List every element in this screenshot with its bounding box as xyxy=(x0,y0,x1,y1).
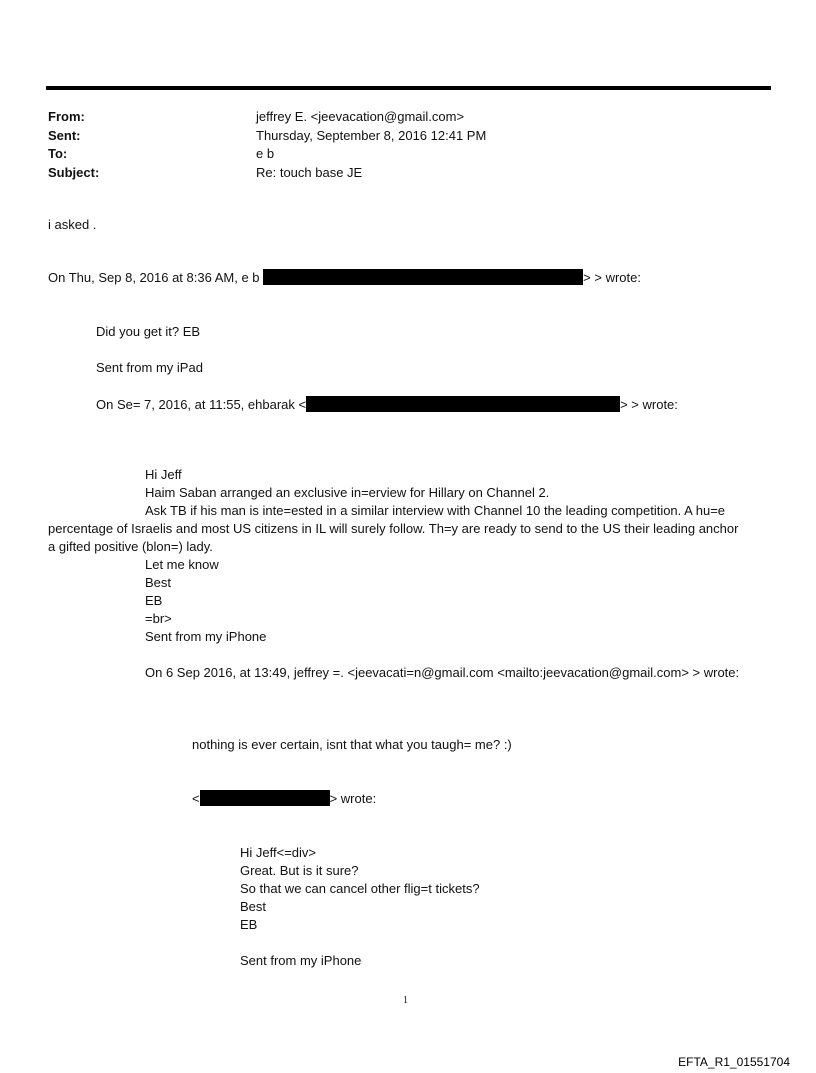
email-header xyxy=(48,108,748,182)
msg-line-2a: Ask TB if his man is inte=ested in a similar interview with Channel 10 the leading competition. A hu=e xyxy=(145,503,726,518)
last-line-1: Great. But is it sure? xyxy=(240,863,359,878)
header-rule xyxy=(46,86,771,90)
quote-header-2-suffix: > > wrote: xyxy=(620,397,678,412)
subject-label: Subject: xyxy=(48,164,100,180)
msg-line-2c: a gifted positive (blon=) lady. xyxy=(48,539,213,554)
quote-header-4-prefix: < xyxy=(192,791,200,806)
msg-br: =br> xyxy=(145,611,172,626)
redaction-block xyxy=(306,396,620,412)
quote-header-4-suffix: > wrote: xyxy=(329,791,377,806)
msg-greeting: Hi Jeff xyxy=(145,467,182,482)
to-row xyxy=(48,145,748,164)
msg-eb: EB xyxy=(145,593,163,608)
to-value: e b xyxy=(256,146,275,161)
sent-row xyxy=(48,127,748,146)
quote-header-2-prefix: On Se= 7, 2016, at 11:55, ehbarak < xyxy=(96,397,307,412)
redaction-block xyxy=(200,790,330,806)
quote-header-4 xyxy=(192,790,376,808)
je-message-line: nothing is ever certain, isnt that what you taugh= me? :) xyxy=(192,737,512,752)
eb-message-line-2: Sent from my iPad xyxy=(96,360,203,375)
quote-header-2 xyxy=(96,396,678,414)
redaction-block xyxy=(263,269,583,285)
from-label: From: xyxy=(48,109,85,124)
to-label: To: xyxy=(48,146,68,161)
msg-sent-from: Sent from my iPhone xyxy=(145,629,267,644)
sent-label: Sent: xyxy=(48,127,81,143)
last-best: Best xyxy=(240,899,267,914)
last-line-2: So that we can cancel other flig=t tickets? xyxy=(240,881,480,896)
msg-let-me-know: Let me know xyxy=(145,557,219,572)
quote-header-1-prefix: On Thu, Sep 8, 2016 at 8:36 AM, e b xyxy=(48,270,260,285)
document-id: EFTA_R1_01551704 xyxy=(678,1055,790,1069)
eb-message-line-1: Did you get it? EB xyxy=(96,324,201,339)
reply-text: i asked . xyxy=(48,217,97,232)
quote-header-3: On 6 Sep 2016, at 13:49, jeffrey =. <jeevacati=n@gmail.com <mailto:jeevacation@gmail.com> > wrote: xyxy=(145,665,740,680)
quote-header-1 xyxy=(48,269,641,287)
msg-line-1: Haim Saban arranged an exclusive in=erview for Hillary on Channel 2. xyxy=(145,485,550,500)
msg-best: Best xyxy=(145,575,172,590)
from-row xyxy=(48,108,748,127)
sent-value: Thursday, September 8, 2016 12:41 PM xyxy=(256,127,487,143)
page-number: 1 xyxy=(403,995,408,1006)
from-value: jeffrey E. <jeevacation@gmail.com> xyxy=(256,109,465,124)
msg-line-2b: percentage of Israelis and most US citizens in IL will surely follow. Th=y are ready to send to the US their leading anchor xyxy=(48,521,739,536)
last-greeting: Hi Jeff<=div> xyxy=(240,845,317,860)
subject-value: Re: touch base JE xyxy=(256,164,363,180)
quote-header-1-suffix: > > wrote: xyxy=(583,270,641,285)
subject-row xyxy=(48,164,748,183)
last-sent-from: Sent from my iPhone xyxy=(240,953,362,968)
last-eb: EB xyxy=(240,917,258,932)
